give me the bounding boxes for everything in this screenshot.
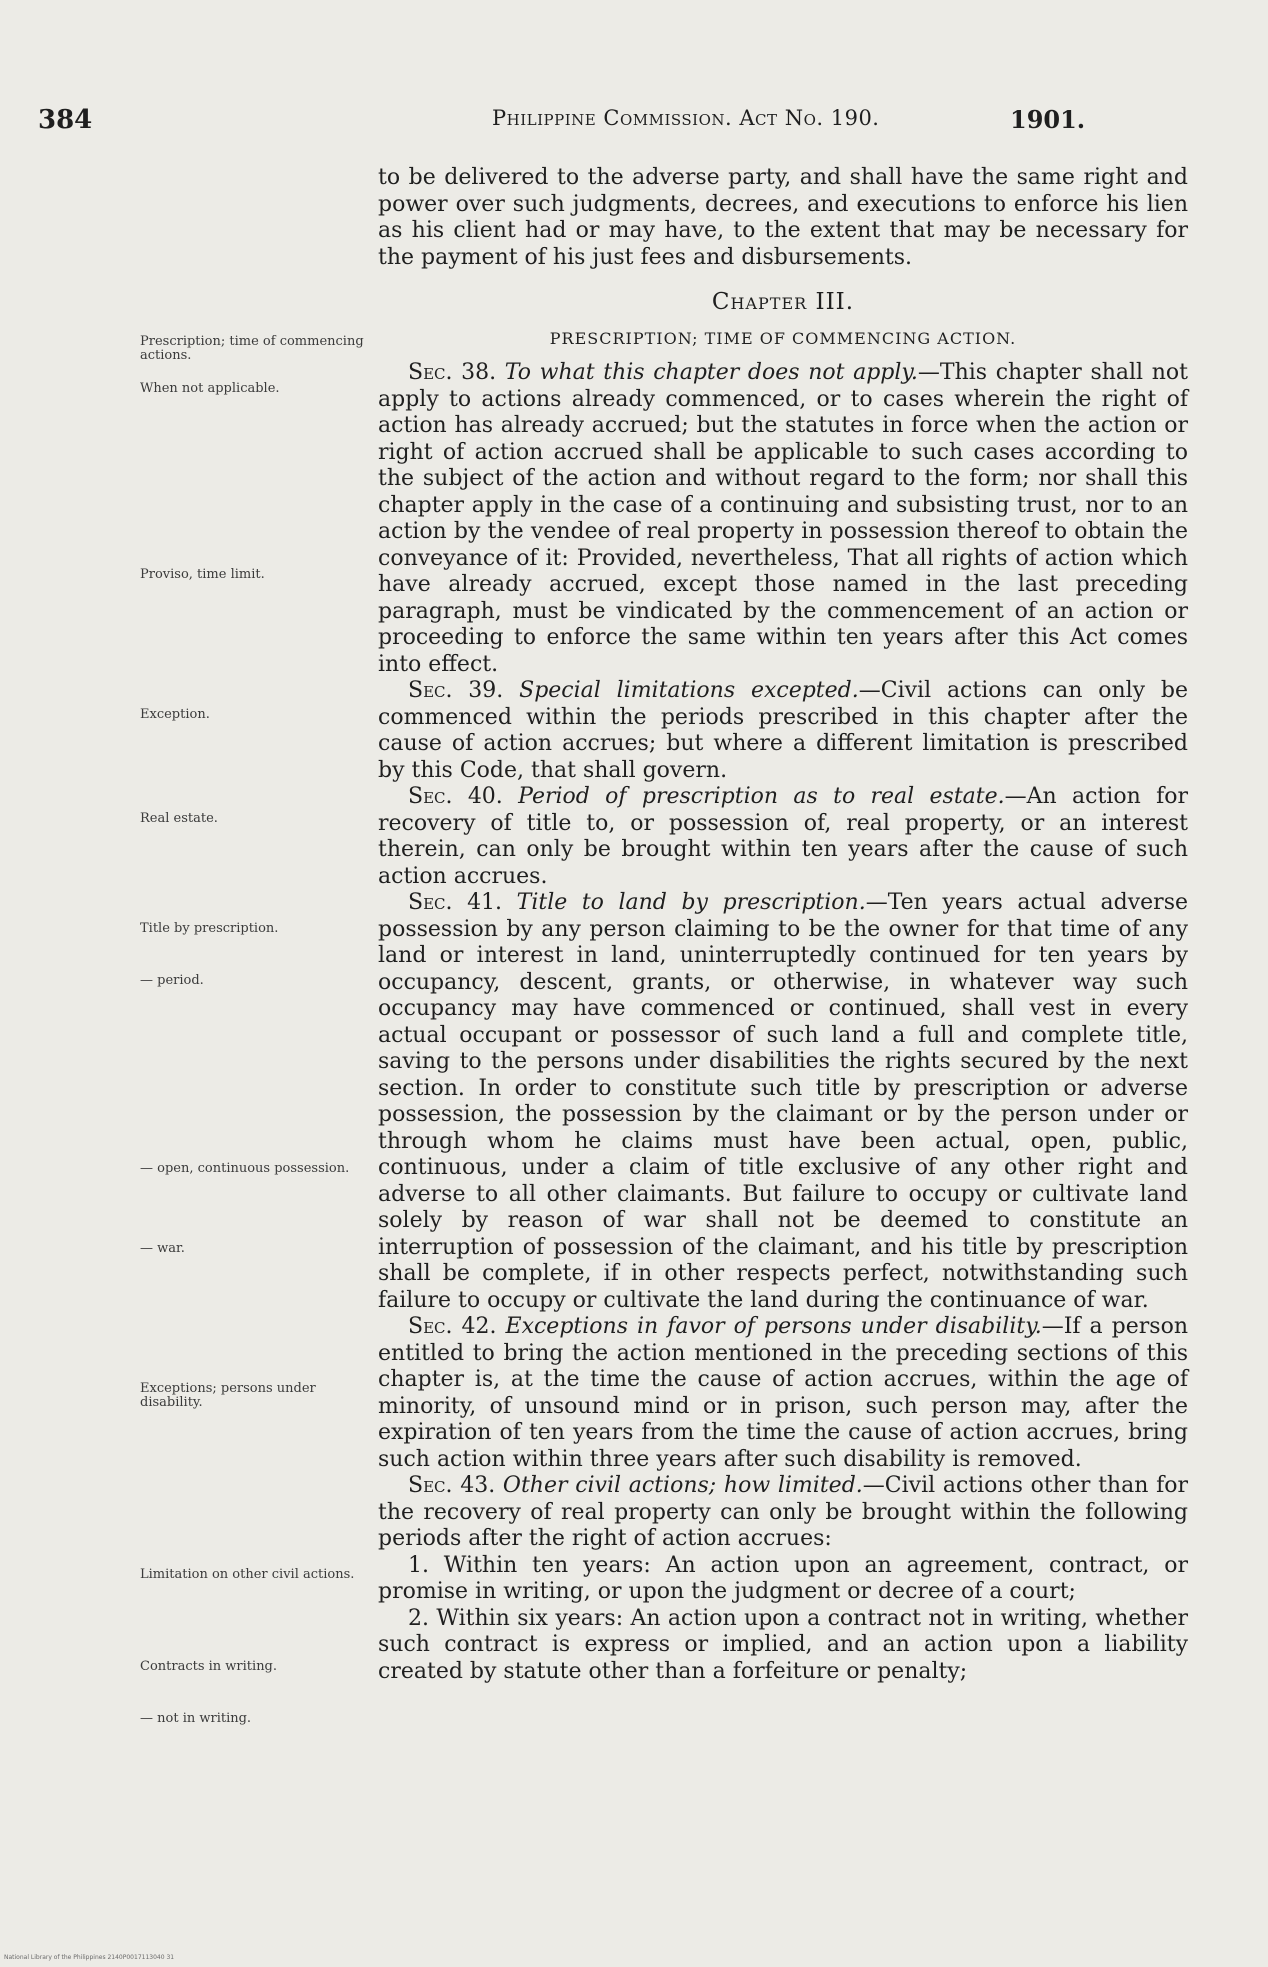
section-40-heading: Period of prescription as to real estate. [518, 784, 1005, 809]
section-41 [378, 890, 1188, 1314]
section-38-heading: To what this chapter does not apply. [504, 360, 918, 385]
section-39-heading: Special limitations excepted. [519, 678, 859, 703]
page-number: 384 [38, 105, 93, 135]
main-text-column [378, 165, 1188, 1685]
chapter-subtitle: PRESCRIPTION; TIME OF COMMENCING ACTION. [549, 328, 1017, 348]
list-item-1: 1. Within ten years: An action upon an agreement, contract, or promise in writing, or upon the judgment or decree of a court; [378, 1552, 1188, 1604]
section-40 [378, 784, 1188, 890]
section-39 [378, 678, 1188, 784]
footer-credit: National Library of the Philippines 2140P0017113040 31 [4, 1954, 175, 1961]
margin-note-not-in-writing: — not in writing. [140, 1711, 252, 1726]
margin-note-limitation-other: Limitation on other civil actions. [140, 1567, 355, 1582]
margin-note-open-continuous: — open, continuous possession. [140, 1161, 350, 1176]
paragraph-intro: to be delivered to the adverse party, and shall have the same right and power over such judgments, decrees, and executions to enforce his lien as his client had or may have, to the extent that may be necessary for the payment of his just fees and disbursements. [378, 165, 1188, 270]
section-42 [378, 1314, 1188, 1473]
section-42-text: —If a person entitled to bring the action mentioned in the preceding sections of this chapter is, at the time the cause of action accrues, within the age of minority, of unsound mind or in prison, such person may, after the expiration of ten years from the time the cause of action accrues, bring such action within three years after such disability is removed. [378, 1314, 1188, 1472]
section-41-heading: Title to land by prescription. [516, 890, 866, 915]
section-40-label: Sec. 40. [408, 784, 503, 809]
section-38 [378, 360, 1188, 678]
margin-note-exception: Exception. [140, 707, 210, 722]
section-42-heading: Exceptions in favor of persons under disability. [505, 1314, 1042, 1339]
section-38-text: —This chapter shall not apply to actions already commenced, or to cases wherein the right of action has already accrued; but the statutes in force when the action or right of action accrued shall be applicable to such cases according to the subject of the action and without regard to the form; nor shall this chapter apply in the case of a continuing and subsisting trust, nor to an action by the vendee of real property in possession thereof to obtain the conveyance of it: Provided, nevertheless, That all rights of action which have already accrued, except those named in the last preceding paragraph, must be vindicated by the commencement of an action or proceeding to enforce the same within ten years after this Act comes into effect. [378, 360, 1188, 677]
section-40-text: —An action for recovery of title to, or possession of, real property, or an interest therein, can only be brought within ten years after the cause of such action accrues. [378, 784, 1188, 889]
margin-note-real-estate: Real estate. [140, 811, 218, 826]
section-43 [378, 1473, 1188, 1553]
margin-note-proviso: Proviso, time limit. [140, 567, 265, 582]
section-41-text: —Ten years actual adverse possession by any person claiming to be the owner for that time of any land or interest in land, uninterruptedly continued for ten years by occupancy, descent, grants, or otherwise, in whatever way such occupancy may have commenced or continued, shall vest in every actual occupant or possessor of such land a full and complete title, saving to the persons under disabilities the rights secured by the next section. In order to constitute such title by prescription or adverse possession, the possession by the claimant or by the person under or through whom he claims must have been actual, open, public, continuous, under a claim of title exclusive of any other right and adverse to all other claimants. But failure to occupy or cultivate land solely by reason of war shall not be deemed to constitute an interruption of possession of the claimant, and his title by prescription shall be complete, if in other respects perfect, notwithstanding such failure to occupy or cultivate the land during the continuance of war. [378, 890, 1188, 1313]
margin-note-prescription: Prescription; time of commencing actions. [140, 334, 364, 363]
running-head: Philippine Commission. Act No. 190. [492, 106, 880, 130]
running-year: 1901. [1010, 105, 1086, 134]
margin-note-not-applicable: When not applicable. [140, 381, 280, 396]
section-41-label: Sec. 41. [408, 890, 503, 915]
list-item-2: 2. Within six years: An action upon a contract not in writing, whether such contract is express or implied, and an action upon a liability created by statute other than a forfeiture or penalty; [378, 1605, 1188, 1684]
section-39-label: Sec. 39. [408, 678, 504, 703]
section-43-label: Sec. 43. [408, 1473, 496, 1498]
margin-note-war: — war. [140, 1241, 185, 1256]
margin-note-period: — period. [140, 973, 204, 988]
margin-note-exceptions-disability: Exceptions; persons under disability. [140, 1381, 316, 1410]
section-43-heading: Other civil actions; how limited. [502, 1473, 863, 1498]
margin-note-contracts-writing: Contracts in writing. [140, 1659, 278, 1674]
section-42-label: Sec. 42. [408, 1314, 497, 1339]
chapter-title: Chapter III. [711, 289, 855, 315]
section-39-text: —Civil actions can only be commenced within the periods prescribed in this chapter after the cause of action accrues; but where a different limitation is prescribed by this Code, that shall govern. [378, 678, 1188, 783]
margin-note-title-prescription: Title by prescription. [140, 921, 279, 936]
section-43-text: —Civil actions other than for the recovery of real property can only be brought within the following periods after the right of action accrues: [378, 1473, 1188, 1551]
section-38-label: Sec. 38. [408, 360, 497, 385]
